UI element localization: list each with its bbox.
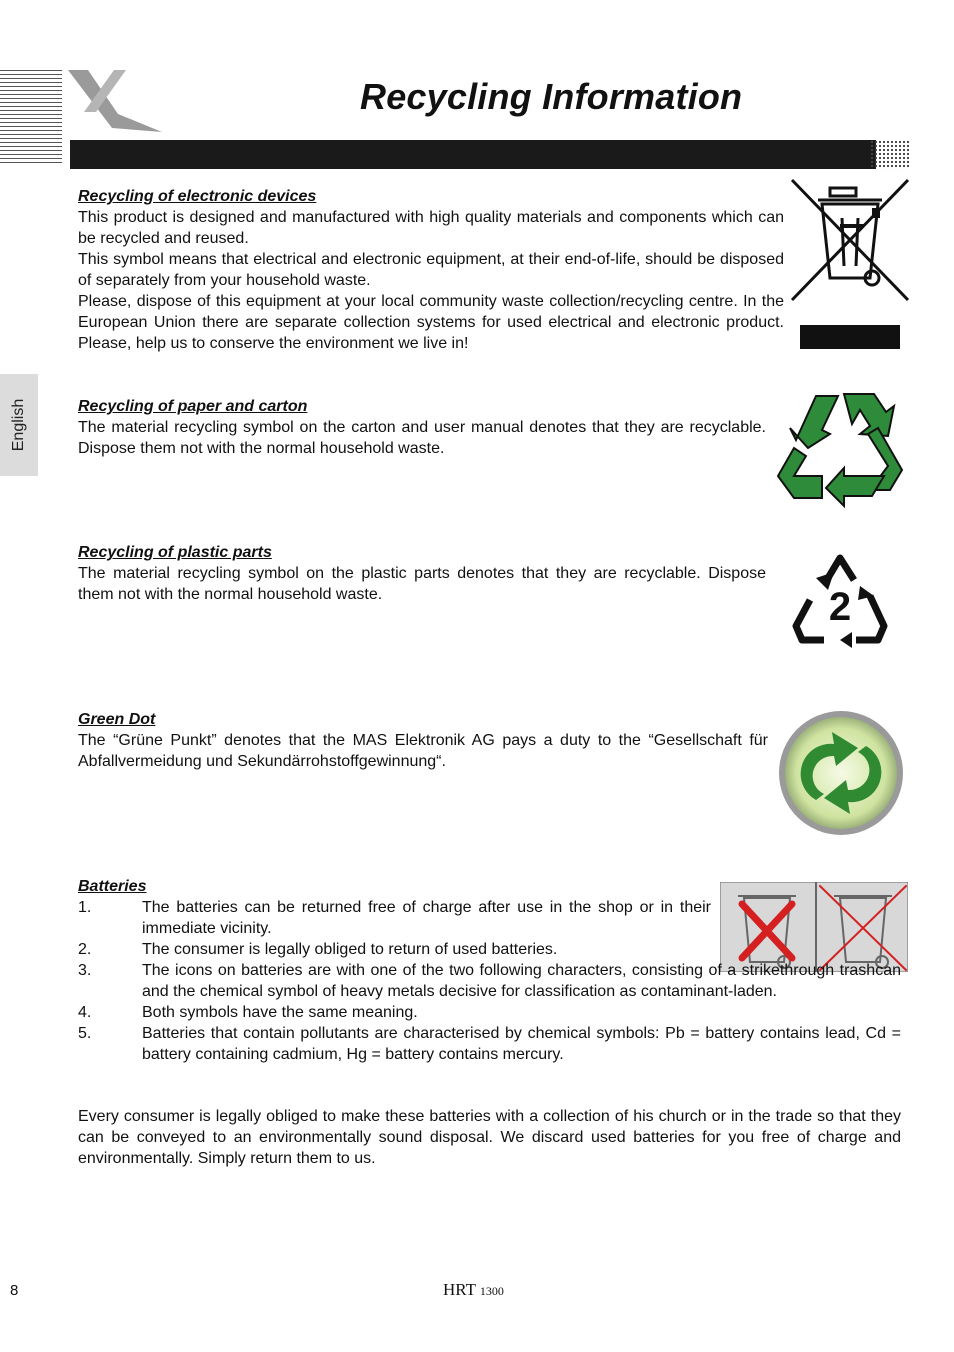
green-dot-icon [776,708,906,838]
paragraph: The material recycling symbol on the carton and user manual denotes that they are recyclable. Dispose them not with the normal household waste. [78,419,766,457]
section-heading: Recycling of plastic parts [78,544,272,561]
list-item-text: The icons on batteries are with one of the two following characters, consisting of a strikethrough trashcan and the chemical symbol of heavy metals decisive for classification as contaminant-laden. [142,962,901,1000]
batteries-closing-paragraph: Every consumer is legally obliged to make these batteries with a collection of his church or in the trade so that they can be conveyed to an environmentally sound disposal. We discard used batteries for you free of charge and environmentally. Simply return them to us. [78,1108,901,1167]
section-heading: Recycling of paper and carton [78,398,308,415]
list-item [78,897,711,939]
list-item [78,960,901,1002]
header-bar [70,140,876,169]
plastic-code-number: 2 [828,585,852,629]
page-title: Recycling Information [360,76,743,117]
section-plastic-parts [78,542,766,605]
list-item-text: Batteries that contain pollutants are characterised by chemical symbols: Pb = battery contains lead, Cd = battery containing cadmium, Hg = battery contains mercury. [142,1025,901,1063]
list-item [78,1023,901,1065]
weee-black-bar [800,325,900,349]
model-name-text: HRT [443,1280,476,1299]
paragraph: The “Grüne Punkt” denotes that the MAS Elektronik AG pays a duty to the “Gesellschaft für Abfallvermeidung und Sekundärrohstoffgewinnung“. [78,732,768,770]
list-item-number: 2. [78,941,92,958]
list-item [78,1002,901,1023]
brand-x-logo [66,66,166,136]
list-item-text: The consumer is legally obliged to return of used batteries. [142,941,558,958]
list-item [78,939,711,960]
list-item-text: Both symbols have the same meaning. [142,1004,418,1021]
model-name [443,1280,504,1300]
paragraph: This symbol means that electrical and electronic equipment, at their end-of-life, should be disposed of separately from your household waste. [78,251,784,289]
list-item-number: 4. [78,1004,92,1021]
section-green-dot [78,709,768,772]
model-number: 1300 [479,1284,504,1298]
list-item-number: 1. [78,899,92,916]
section-electronic-devices [78,186,784,354]
section-heading: Batteries [78,878,147,895]
page-number: 8 [10,1282,19,1299]
list-item-text: The batteries can be returned free of charge after use in the shop or in their immediate vicinity. [142,899,711,937]
paragraph: Please, dispose of this equipment at your local community waste collection/recycling centre. In the European Union there are separate collection systems for used electrical and electronic product. Please, help us to conserve the environment we live in! [78,293,784,352]
list-item-number: 3. [78,962,92,979]
section-heading: Recycling of electronic devices [78,188,317,205]
section-heading: Green Dot [78,711,156,728]
language-label: English [10,398,27,452]
section-paper-carton [78,396,766,459]
paragraph: The material recycling symbol on the plastic parts denotes that they are recyclable. Dispose them not with the normal household waste. [78,565,766,603]
list-item-number: 5. [78,1025,92,1042]
header-dots-decoration [870,140,910,169]
paragraph: This product is designed and manufactured with high quality materials and components which can be recycled and reused. [78,209,784,247]
crossed-out-bin-icon [790,178,910,306]
side-stripes-decoration [0,70,62,164]
recycle-icon [774,390,904,518]
batteries-list [78,897,901,1065]
plastic-recycle-icon [790,552,890,648]
